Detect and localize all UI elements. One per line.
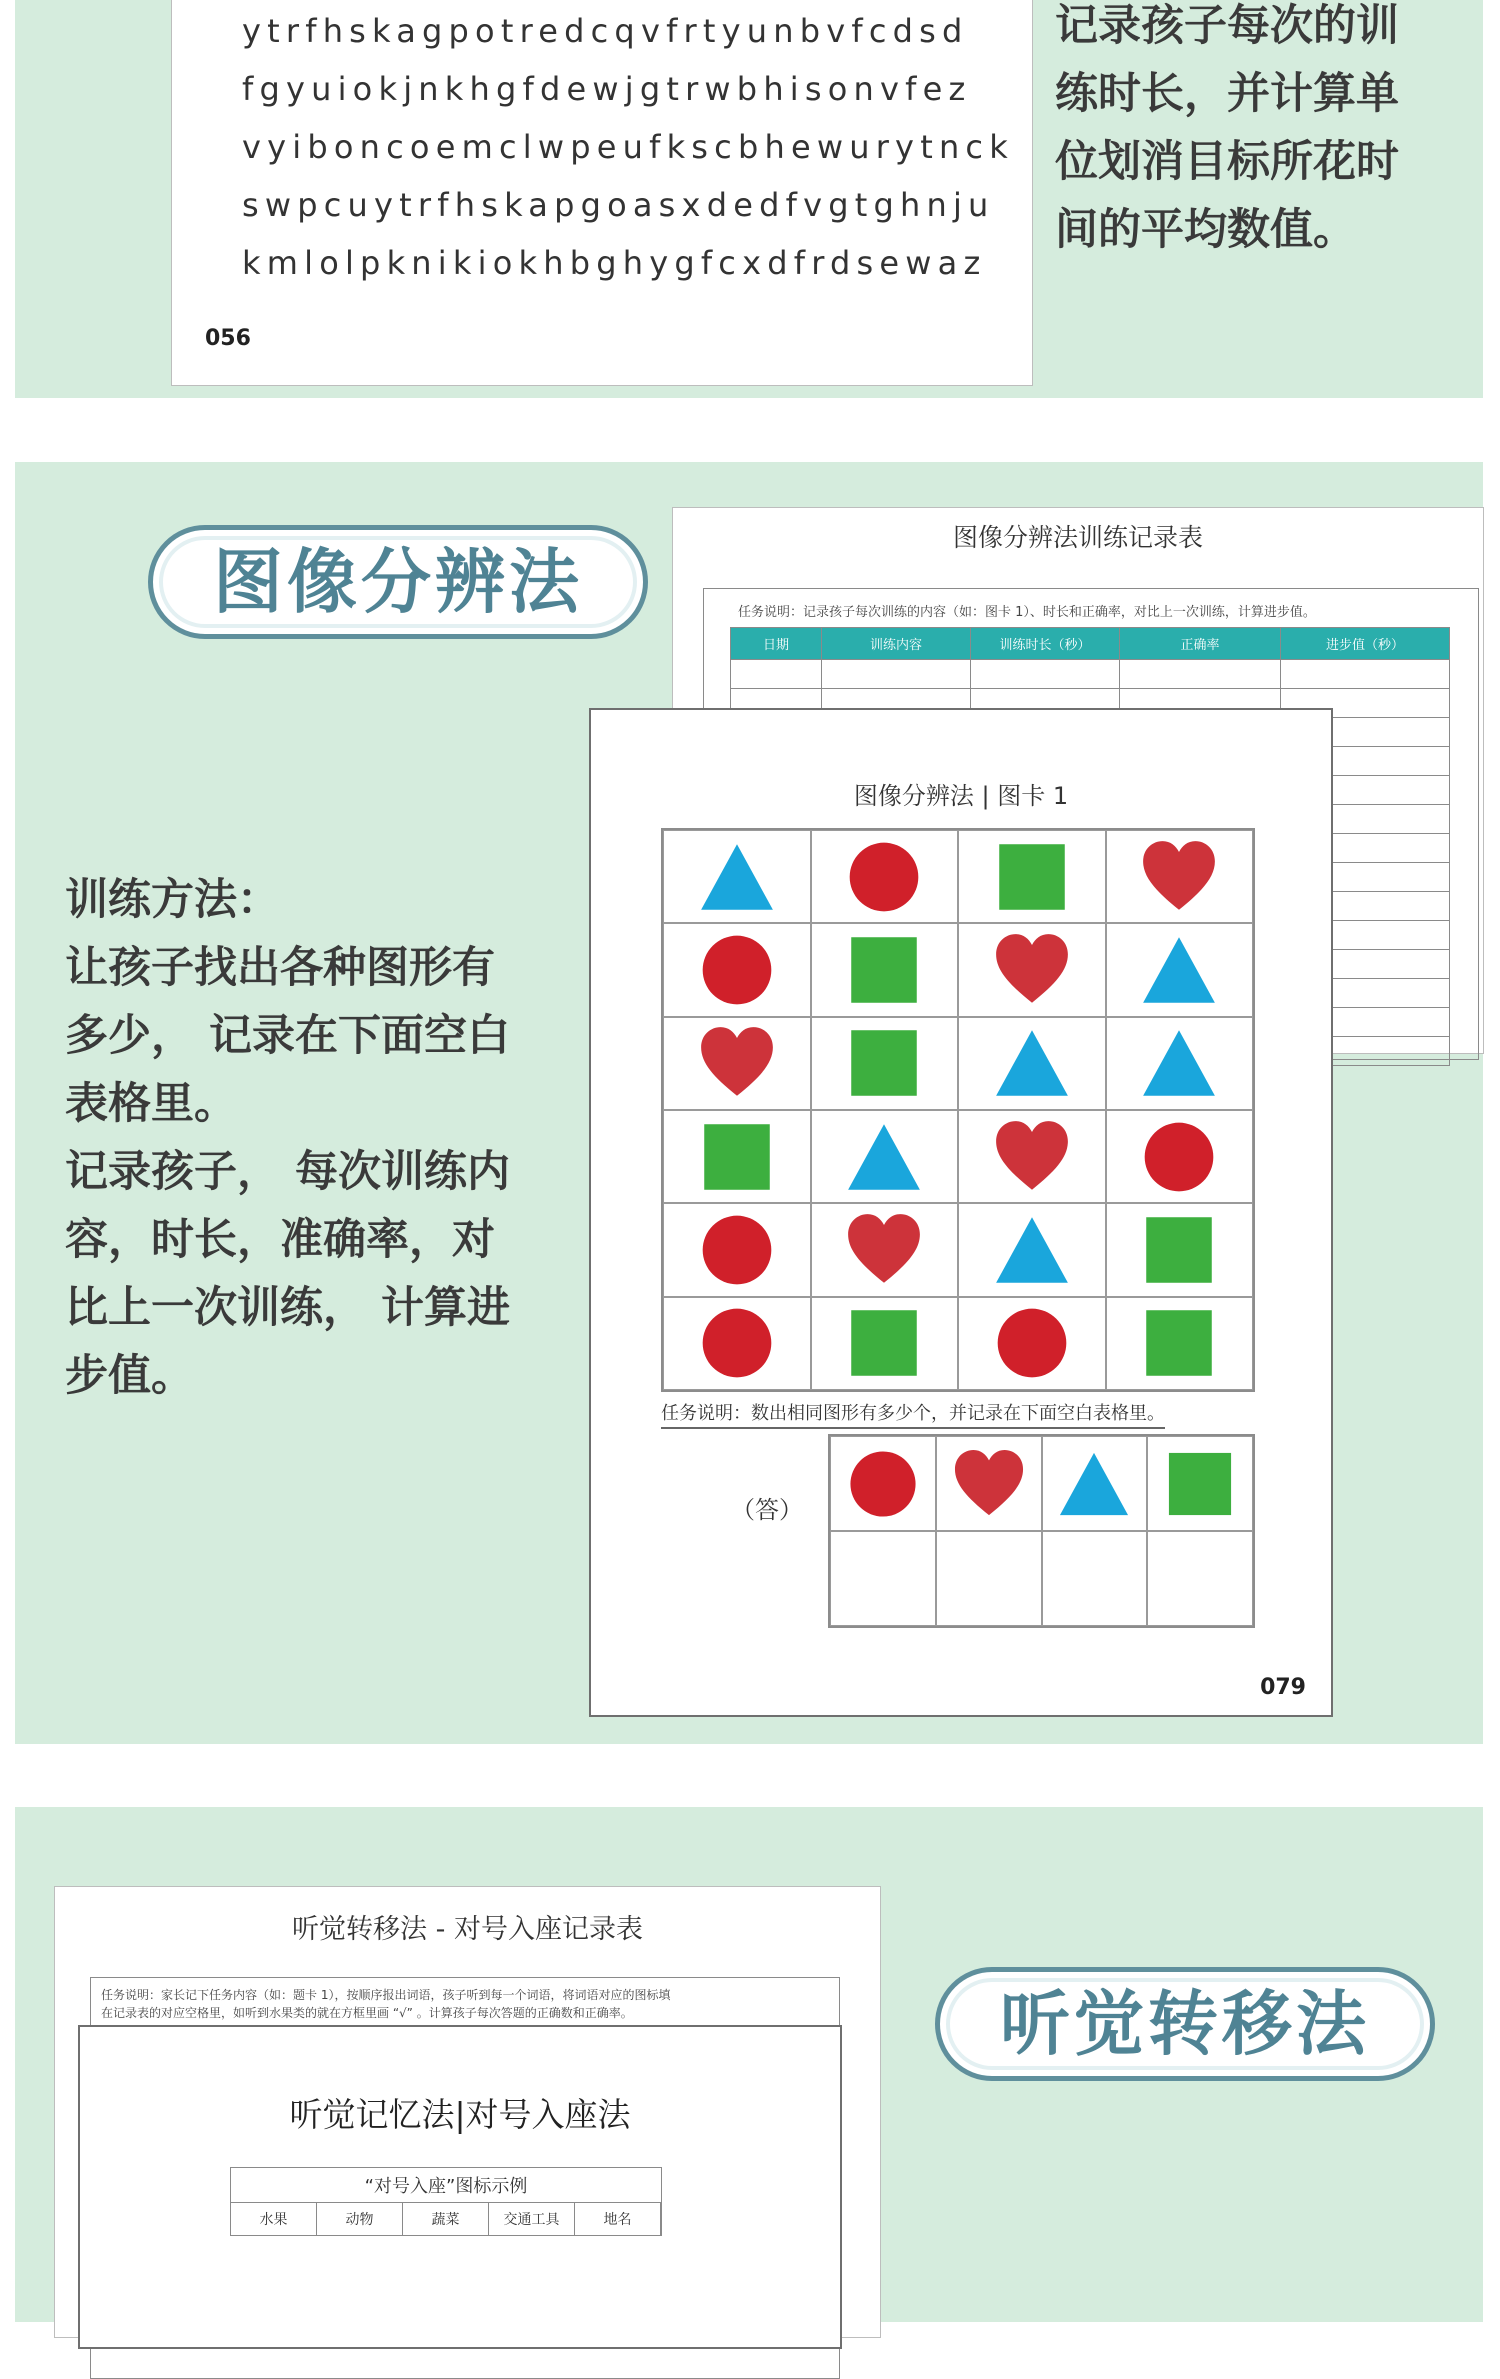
letter-line-3: vyiboncoemclwpeufkscbhewurytnck	[242, 128, 1014, 166]
heart-icon	[698, 1024, 776, 1102]
answer-blank-cell[interactable]	[936, 1531, 1042, 1626]
method-line: 多少， 记录在下面空白	[65, 1011, 510, 1061]
heart-shape-cell	[1106, 830, 1254, 923]
answer-blank-cell[interactable]	[830, 1531, 936, 1626]
letter-line-5: kmlolpknikiokhbghygfcxdfrdsewaz	[242, 244, 987, 282]
shape-grid	[661, 828, 1255, 1392]
circle-icon	[698, 1304, 776, 1382]
triangle-icon	[1057, 1447, 1131, 1521]
record-cell[interactable]	[731, 660, 822, 689]
card-page-number: 079	[1260, 1675, 1306, 1700]
triangle-icon	[698, 838, 776, 916]
triangle-shape-cell	[663, 830, 811, 923]
circle-shape-cell	[811, 830, 959, 923]
square-shape-cell	[811, 1017, 959, 1110]
side-text-line: 间的平均数值。	[1055, 205, 1356, 255]
col-header: 日期	[731, 628, 822, 660]
record-cell[interactable]	[822, 660, 971, 689]
circle-icon	[993, 1304, 1071, 1382]
record-cell[interactable]	[1120, 660, 1281, 689]
method-line: 步值。	[65, 1351, 194, 1401]
answer-label: （答）	[731, 1496, 803, 1524]
category-cell: 蔬菜	[403, 2203, 489, 2235]
answer-heart-cell	[936, 1436, 1042, 1531]
square-icon	[993, 838, 1071, 916]
circle-icon	[846, 1447, 920, 1521]
legend-title: “对号入座”图标示例	[231, 2168, 661, 2203]
triangle-shape-cell	[1106, 1017, 1254, 1110]
category-cell: 地名	[575, 2203, 661, 2235]
triangle-shape-cell	[1106, 923, 1254, 1016]
section-pill-image: 图像分辨法	[148, 525, 648, 639]
section-pill-auditory: 听觉转移法	[935, 1967, 1435, 2081]
col-header: 正确率	[1120, 628, 1281, 660]
square-shape-cell	[1106, 1297, 1254, 1390]
square-icon	[698, 1118, 776, 1196]
heart-shape-cell	[958, 1110, 1106, 1203]
col-header: 训练内容	[822, 628, 971, 660]
triangle-shape-cell	[811, 1110, 959, 1203]
side-text-line: 练时长，并计算单	[1055, 69, 1399, 119]
category-cell: 交通工具	[489, 2203, 575, 2235]
category-row	[231, 2203, 661, 2235]
square-shape-cell	[811, 1297, 959, 1390]
letter-line-2: fgyuiokjnkhgfdewjgtrwbhisonvfez	[242, 70, 972, 108]
col-header: 进步值（秒）	[1281, 628, 1450, 660]
square-icon	[1140, 1211, 1218, 1289]
square-shape-cell	[958, 830, 1106, 923]
triangle-shape-cell	[958, 1017, 1106, 1110]
legend-box	[230, 2167, 662, 2236]
side-text-line: 位划消目标所花时	[1055, 137, 1399, 187]
circle-shape-cell	[663, 1297, 811, 1390]
circle-icon	[1140, 1118, 1218, 1196]
circle-icon	[698, 931, 776, 1009]
method-line: 让孩子找出各种图形有	[65, 943, 495, 993]
letter-line-1: ytrfhskagpotredcqvfrtyunbvfcdsd	[242, 12, 969, 50]
square-shape-cell	[811, 923, 959, 1016]
image-discrimination-panel	[15, 462, 1483, 1744]
record-cell[interactable]	[971, 660, 1120, 689]
col-header: 训练时长（秒）	[971, 628, 1120, 660]
top-panel	[15, 0, 1483, 398]
triangle-icon	[1140, 931, 1218, 1009]
triangle-icon	[845, 1118, 923, 1196]
auditory-sheet-title: 听觉转移法 - 对号入座记录表	[292, 1914, 643, 1945]
circle-shape-cell	[663, 1203, 811, 1296]
record-sheet-title: 图像分辨法训练记录表	[952, 523, 1203, 552]
method-text	[65, 866, 585, 1410]
top-side-text	[1055, 0, 1485, 264]
triangle-icon	[1140, 1024, 1218, 1102]
circle-icon	[698, 1211, 776, 1289]
answer-blank-cell[interactable]	[1042, 1531, 1148, 1626]
letter-line-4: swpcuytrfhskapgoasxdedfvgtghnju	[242, 186, 995, 224]
square-icon	[1140, 1304, 1218, 1382]
circle-icon	[845, 838, 923, 916]
method-line: 训练方法：	[65, 875, 280, 925]
square-icon	[845, 1024, 923, 1102]
circle-shape-cell	[663, 923, 811, 1016]
picture-card-sheet	[591, 710, 1331, 1715]
triangle-icon	[993, 1211, 1071, 1289]
answer-circle-cell	[830, 1436, 936, 1531]
answer-triangle-cell	[1042, 1436, 1148, 1531]
square-icon	[845, 1304, 923, 1382]
answer-blank-cell[interactable]	[1147, 1531, 1253, 1626]
method-line: 容，时长，准确率，对	[65, 1215, 495, 1265]
category-cell: 水果	[231, 2203, 317, 2235]
circle-shape-cell	[958, 1297, 1106, 1390]
method-line: 记录孩子， 每次训练内	[65, 1147, 510, 1197]
heart-icon	[1140, 838, 1218, 916]
square-shape-cell	[1106, 1203, 1254, 1296]
record-row	[731, 660, 1450, 689]
auditory-card-title: 听觉记忆法|对号入座法	[289, 2095, 631, 2134]
heart-icon	[993, 1118, 1071, 1196]
heart-icon	[952, 1447, 1026, 1521]
square-icon	[845, 931, 923, 1009]
heart-icon	[993, 931, 1071, 1009]
picture-card-title: 图像分辨法 | 图卡 1	[853, 782, 1069, 810]
auditory-memory-card	[80, 2027, 840, 2347]
heart-shape-cell	[663, 1017, 811, 1110]
letter-cancellation-sheet	[172, 0, 1032, 385]
side-text-line: 记录孩子每次的训	[1055, 1, 1399, 51]
page-number: 056	[205, 326, 251, 351]
triangle-icon	[993, 1024, 1071, 1102]
record-sheet-instruction: 任务说明：记录孩子每次训练的内容（如：图卡 1）、时长和正确率，对比上一次训练，计算进步值。	[738, 605, 1316, 620]
method-line: 比上一次训练， 计算进	[65, 1283, 510, 1333]
auditory-transfer-panel	[15, 1807, 1483, 2322]
card-instruction: 任务说明：数出相同图形有多少个，并记录在下面空白表格里。	[661, 1399, 1165, 1429]
answer-square-cell	[1147, 1436, 1253, 1531]
heart-shape-cell	[811, 1203, 959, 1296]
triangle-shape-cell	[958, 1203, 1106, 1296]
category-cell: 动物	[317, 2203, 403, 2235]
auditory-instruction-line1: 任务说明：家长记下任务内容（如：题卡 1），按顺序报出词语，孩子听到每一个词语，将词语对应的图标填	[101, 1988, 671, 2002]
method-line: 表格里。	[65, 1079, 237, 1129]
answer-grid	[828, 1434, 1255, 1628]
square-shape-cell	[663, 1110, 811, 1203]
heart-shape-cell	[958, 923, 1106, 1016]
record-cell[interactable]	[1281, 660, 1450, 689]
heart-icon	[845, 1211, 923, 1289]
auditory-instruction-line2: 在记录表的对应空格里，如听到水果类的就在方框里画 “√” 。计算孩子每次答题的正确数和正确率。	[101, 2006, 633, 2020]
circle-shape-cell	[1106, 1110, 1254, 1203]
square-icon	[1163, 1447, 1237, 1521]
